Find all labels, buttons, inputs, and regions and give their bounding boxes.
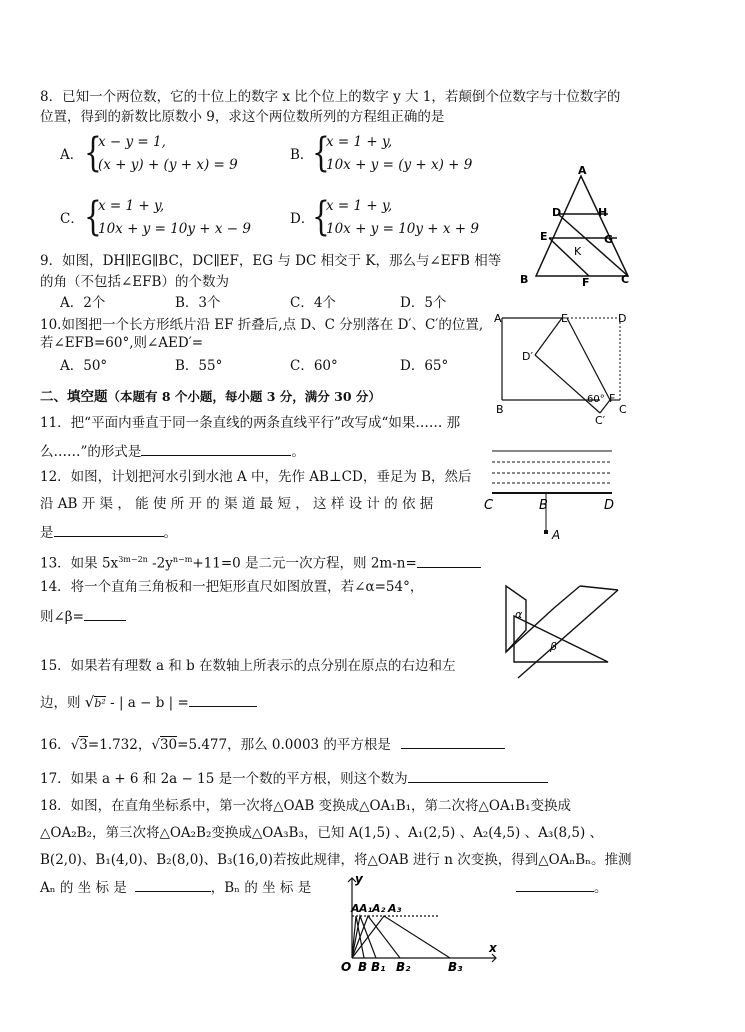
- q11-line1: 11．把“平面内垂直于同一条直线的两条直线平行”改写成“如果…… 那: [40, 415, 461, 431]
- fig18-label-b3: B₃: [448, 960, 463, 974]
- fig10-label-b: B: [496, 403, 504, 416]
- fig9-label-e: E: [540, 230, 548, 243]
- q12-line3: [40, 522, 177, 542]
- q14-line2: 则∠β=: [40, 606, 126, 626]
- q12-river-figure: [484, 445, 634, 545]
- fig9-label-a: A: [578, 164, 587, 177]
- q8-line2: 位置，得到的新数比原数小 9，求这个两位数所列的方程组正确的是: [40, 109, 445, 125]
- q13-exponent-1: 3m−2n: [118, 555, 148, 564]
- section2-title: 二、填空题: [40, 389, 108, 405]
- fig18-label-a1: A₁: [359, 902, 373, 915]
- q16-answer-blank[interactable]: [401, 734, 505, 749]
- q9-triangle-figure: [518, 164, 630, 289]
- fig9-label-g: G: [604, 233, 614, 246]
- q12-line3-end: 。: [163, 525, 177, 541]
- fig9-label-f: F: [582, 276, 590, 289]
- fig10-label-c: C: [619, 403, 627, 416]
- q10-fold-figure: [492, 310, 642, 430]
- q18-line3: B(2,0)、B₁(4,0)、B₂(8,0)、B₃(16,0)若按此规律，将△OAB 进行 n 次变换，得到△OAₙBₙ。推测: [40, 852, 632, 868]
- q14-line1: 14．将一个直角三角板和一把矩形直尺如图放置，若∠α=54°，: [40, 579, 424, 595]
- q18-line2: △OA₂B₂，第三次将△OA₂B₂变换成△OA₃B₃，已知 A(1,5) 、A₁(2,5) 、A₂(4,5) 、A₃(8,5) 、: [40, 825, 604, 841]
- q9-line1: 9．如图，DH∥EG∥BC，DC∥EF，EG 与 DC 相交于 K，那么与∠EFB 相等: [40, 253, 502, 269]
- q10-option-a: A．50°: [60, 358, 108, 374]
- q11-line2: [40, 441, 305, 461]
- q15-line1: 15．如果若有理数 a 和 b 在数轴上所表示的点分别在原点的右边和左: [40, 658, 456, 674]
- q12-line1: 12．如图，计划把河水引到水池 A 中，先作 AB⊥CD，垂足为 B，然后: [40, 469, 472, 485]
- fig18-label-o: O: [341, 960, 352, 974]
- q15-sqrt: √b²: [84, 693, 106, 711]
- q9-line2: 的角（不包括∠EFB）的个数为: [40, 274, 229, 290]
- q9-option-d: D．5个: [400, 295, 447, 311]
- q8-option-c-label: C．: [60, 211, 84, 227]
- q12-line2: 沿 AB 开 渠 ， 能 使 所 开 的 渠 道 最 短 ， 这 样 设 计 的 依 据: [40, 496, 434, 512]
- q18-an-blank[interactable]: [135, 877, 211, 892]
- fig10-label-a: A: [494, 312, 502, 325]
- fig12-label-c: C: [484, 498, 494, 513]
- fig10-label-f: F: [609, 392, 616, 405]
- q11-line2-text: 么……”的形式是: [40, 444, 142, 460]
- q12-answer-blank[interactable]: [54, 522, 164, 537]
- fig10-label-d: D: [618, 312, 627, 325]
- q18-coordinate-figure: [338, 874, 508, 974]
- fig18-label-a3: A₃: [388, 902, 402, 915]
- q15-radicand: b²: [94, 697, 106, 710]
- q18-line4a: Aₙ 的 坐 标 是 ，Bₙ 的 坐 标 是: [40, 877, 311, 897]
- q12-line3-text: 是: [40, 525, 54, 541]
- q13-line: 13．如果 $5x^{3m-2n}$ $-2y^{n-m}+11=0$ 是二元一次方程，则 2m-n=: [40, 551, 481, 573]
- fig18-label-b1: B₁: [371, 960, 386, 974]
- fig14-beta: β: [550, 640, 558, 653]
- q11-line2-end: 。: [291, 444, 305, 460]
- q8-line1: 8．已知一个两位数，它的十位上的数字 x 比个位上的数字 y 大 1，若颠倒个位数字与十位数字的: [40, 89, 621, 105]
- q8-option-b-label: B．: [290, 147, 314, 163]
- fig10-angle-60: 60°: [587, 394, 605, 405]
- fig9-label-b: B: [520, 273, 529, 286]
- fig18-label-b2: B₂: [396, 960, 411, 974]
- q18-line1: 18．如图，在直角坐标系中，第一次将△OAB 变换成△OA₁B₁，第二次将△OA₁B₁变换成: [40, 798, 571, 814]
- fig18-label-y: y: [355, 872, 363, 886]
- q16-sqrt-3: √3: [70, 737, 88, 753]
- fig9-label-h: H: [598, 206, 608, 219]
- fig10-label-cprime: C′: [595, 414, 606, 427]
- fig18-label-a: A: [351, 902, 360, 915]
- q9-option-c: C．4个: [290, 295, 336, 311]
- q10-option-b: B．55°: [175, 358, 223, 374]
- q10-option-d: D．65°: [400, 358, 449, 374]
- q8-option-d-label: D．: [290, 211, 315, 227]
- fig12-label-d: D: [604, 498, 615, 513]
- fig9-label-d: D: [552, 206, 562, 219]
- fig18-label-a2: A₂: [372, 902, 386, 915]
- q16-sqrt-30: √30: [151, 737, 178, 753]
- q9-option-b: B．3个: [175, 295, 221, 311]
- q14-answer-blank[interactable]: [84, 606, 126, 621]
- q17-answer-blank[interactable]: [408, 768, 548, 783]
- fig12-label-a: A: [552, 528, 561, 542]
- q13-exponent-2: n−m: [172, 555, 193, 564]
- fig9-label-c: C: [621, 273, 630, 286]
- q10-line2: 若∠EFB=60°,则∠AED′=: [40, 335, 204, 351]
- q14-ruler-triangle-figure: [488, 578, 638, 678]
- section2-note: （本题有 8 个小题，每小题 3 分，满分 30 分）: [107, 389, 381, 404]
- q15-answer-blank[interactable]: [189, 692, 257, 707]
- fig9-label-k: K: [574, 245, 582, 258]
- fig14-alpha: α: [515, 608, 523, 621]
- q10-option-c: C．60°: [290, 358, 338, 374]
- q9-option-a: A．2个: [60, 295, 106, 311]
- q11-answer-blank[interactable]: [141, 441, 291, 456]
- fig10-label-dprime: D′: [522, 350, 533, 363]
- section2-header: [40, 388, 381, 406]
- q18-bn-blank[interactable]: [516, 877, 594, 892]
- fig12-label-b: B: [539, 498, 548, 513]
- q15-line2: 边，则 √b² - | a − b | =: [40, 692, 257, 713]
- fig18-label-b: B: [358, 960, 368, 974]
- q13-answer-blank[interactable]: [417, 553, 481, 568]
- q8-option-a-label: A．: [60, 147, 84, 163]
- q17-line: 17．如果 a + 6 和 2a − 15 是一个数的平方根，则这个数为: [40, 768, 548, 788]
- q16-line: 16．√3=1.732，√30=5.477，那么 0.0003 的平方根是: [40, 734, 505, 754]
- fig18-label-x: x: [489, 941, 497, 955]
- fig10-label-e: E: [561, 312, 568, 325]
- q10-line1: 10.如图把一个长方形纸片沿 EF 折叠后,点 D、C 分别落在 D′、C′的位置,: [40, 317, 484, 333]
- q18-line4c: 。: [516, 877, 608, 897]
